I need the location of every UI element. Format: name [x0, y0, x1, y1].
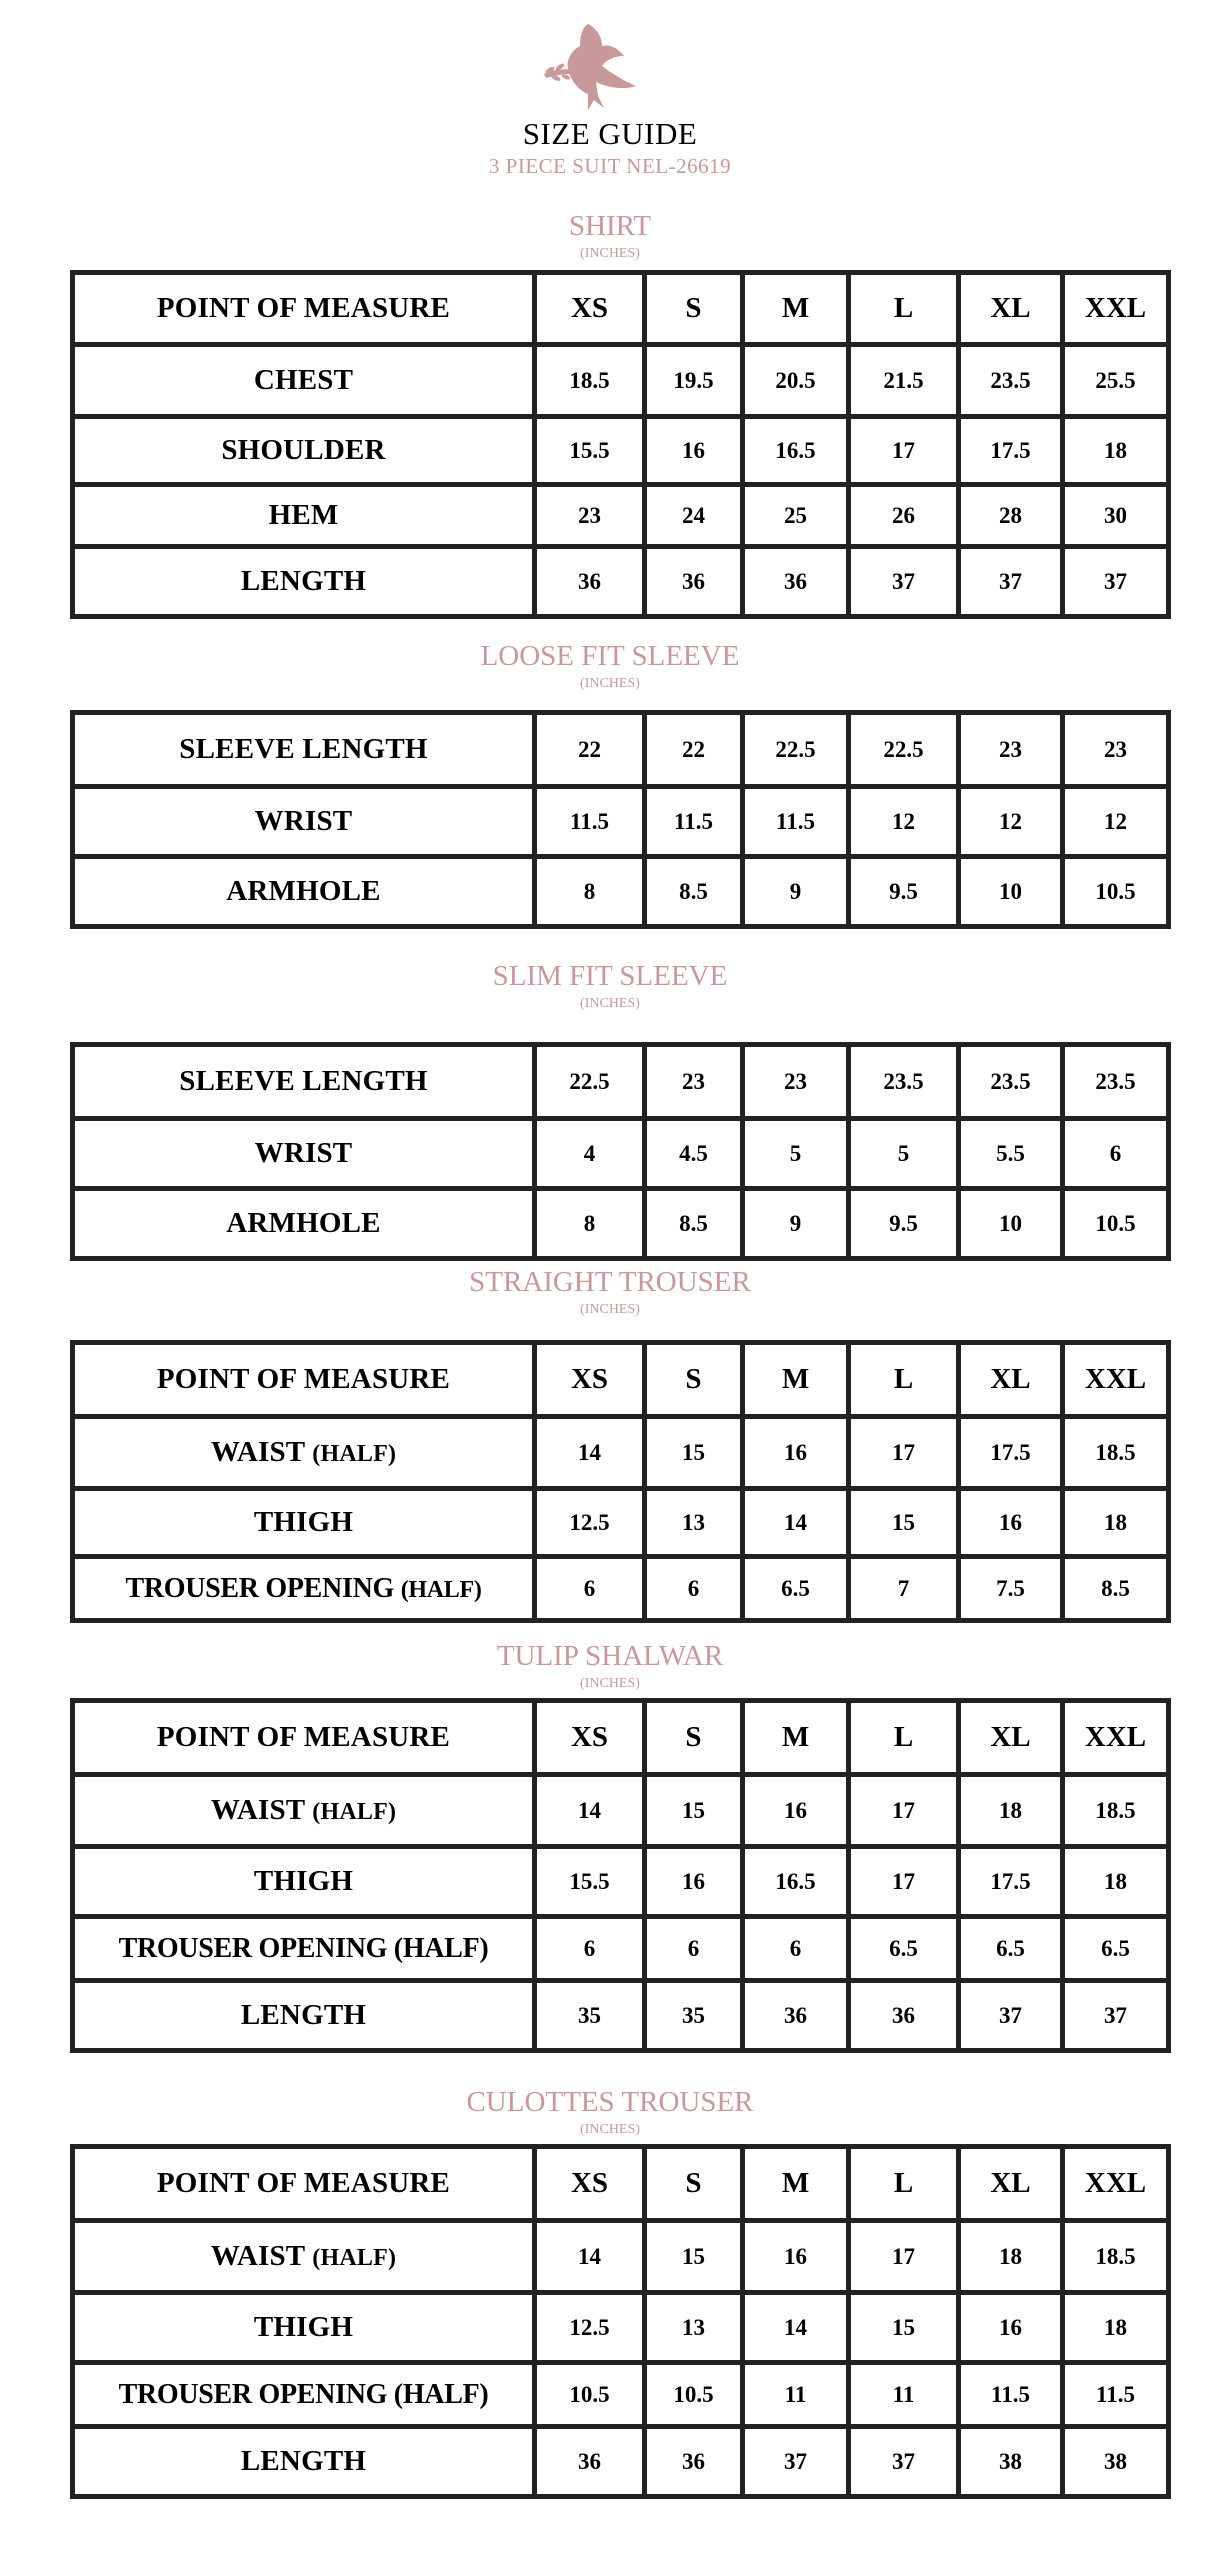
value-cell: 36 — [849, 1981, 959, 2051]
value-cell: 10 — [959, 857, 1063, 927]
value-cell: 37 — [959, 1981, 1063, 2051]
value-cell: 15 — [849, 1489, 959, 1557]
value-cell: 14 — [743, 1489, 849, 1557]
value-cell: 8.5 — [645, 1189, 743, 1259]
value-cell: 5 — [849, 1119, 959, 1189]
header-cell: S — [645, 2147, 743, 2221]
value-cell: 12 — [959, 787, 1063, 857]
value-cell: 6.5 — [959, 1917, 1063, 1981]
value-cell: 18 — [1063, 417, 1169, 485]
value-cell: 36 — [645, 2427, 743, 2497]
page-title: SIZE GUIDE — [522, 116, 698, 151]
row-label-text: WAIST — [210, 1436, 305, 1468]
value-cell: 18.5 — [1063, 1417, 1169, 1489]
value-cell: 9.5 — [849, 857, 959, 927]
row-label-note: (HALF) — [312, 1441, 397, 1467]
header-cell: L — [849, 1701, 959, 1775]
row-label — [73, 1417, 535, 1489]
row-label-note: (HALF) — [312, 1799, 397, 1825]
value-cell: 19.5 — [645, 345, 743, 417]
value-cell: 18 — [959, 1775, 1063, 1847]
value-cell: 38 — [1063, 2427, 1169, 2497]
slim-fit-sleeve-table — [70, 1042, 1171, 1261]
value-cell: 16 — [743, 1775, 849, 1847]
header-cell: XS — [535, 2147, 645, 2221]
value-cell: 12.5 — [535, 2293, 645, 2363]
header-cell: XL — [959, 2147, 1063, 2221]
value-cell: 14 — [535, 2221, 645, 2293]
value-cell: 37 — [743, 2427, 849, 2497]
header-cell: XL — [959, 273, 1063, 345]
header-cell: POINT OF MEASURE — [73, 1701, 535, 1775]
table-row — [73, 713, 1169, 787]
value-cell: 18 — [1063, 1489, 1169, 1557]
row-label: ARMHOLE — [73, 1189, 535, 1259]
value-cell: 37 — [849, 547, 959, 617]
value-cell: 15.5 — [535, 417, 645, 485]
table-row — [73, 1489, 1169, 1557]
value-cell: 16 — [959, 2293, 1063, 2363]
row-label: THIGH — [73, 1489, 535, 1557]
value-cell: 23.5 — [849, 1045, 959, 1119]
table-row — [73, 1917, 1169, 1981]
row-label: WRIST — [73, 1119, 535, 1189]
value-cell: 23.5 — [1063, 1045, 1169, 1119]
value-cell: 11 — [849, 2363, 959, 2427]
value-cell: 23.5 — [959, 345, 1063, 417]
row-label: LENGTH — [73, 1981, 535, 2051]
header-cell: L — [849, 273, 959, 345]
value-cell: 6.5 — [1063, 1917, 1169, 1981]
value-cell: 8 — [535, 1189, 645, 1259]
value-cell: 24 — [645, 485, 743, 547]
value-cell: 15 — [645, 1775, 743, 1847]
section-unit-shirt: (INCHES) — [580, 246, 640, 261]
value-cell: 17 — [849, 1847, 959, 1917]
value-cell: 23 — [959, 713, 1063, 787]
value-cell: 16.5 — [743, 1847, 849, 1917]
value-cell: 11.5 — [959, 2363, 1063, 2427]
value-cell: 36 — [743, 1981, 849, 2051]
value-cell: 12 — [1063, 787, 1169, 857]
row-label-text: TROUSER OPENING — [125, 1572, 394, 1604]
value-cell: 37 — [849, 2427, 959, 2497]
value-cell: 18 — [1063, 1847, 1169, 1917]
header-cell: L — [849, 1343, 959, 1417]
row-label — [73, 2221, 535, 2293]
table-row — [73, 857, 1169, 927]
value-cell: 13 — [645, 2293, 743, 2363]
table-row — [73, 1119, 1169, 1189]
value-cell: 7.5 — [959, 1557, 1063, 1621]
row-label: SLEEVE LENGTH — [73, 1045, 535, 1119]
value-cell: 20.5 — [743, 345, 849, 417]
value-cell: 18.5 — [535, 345, 645, 417]
header-cell: POINT OF MEASURE — [73, 273, 535, 345]
row-label: HEM — [73, 485, 535, 547]
row-label: TROUSER OPENING (HALF) — [73, 2363, 535, 2427]
header-cell: M — [743, 2147, 849, 2221]
section-title-loose-fit-sleeve: LOOSE FIT SLEEVE — [480, 640, 740, 672]
value-cell: 10.5 — [535, 2363, 645, 2427]
value-cell: 17.5 — [959, 417, 1063, 485]
tulip-shalwar-table — [70, 1698, 1171, 2053]
table-row — [73, 1189, 1169, 1259]
value-cell: 10.5 — [1063, 1189, 1169, 1259]
row-label: LENGTH — [73, 547, 535, 617]
value-cell: 15 — [645, 2221, 743, 2293]
value-cell: 18 — [1063, 2293, 1169, 2363]
header-cell: M — [743, 1701, 849, 1775]
product-subtitle: 3 PIECE SUIT NEL-26619 — [488, 154, 732, 178]
row-label-note: (HALF) — [312, 2245, 397, 2271]
header-cell: XS — [535, 273, 645, 345]
value-cell: 17.5 — [959, 1847, 1063, 1917]
header-cell: M — [743, 1343, 849, 1417]
loose-fit-sleeve-table — [70, 710, 1171, 929]
header-cell: POINT OF MEASURE — [73, 1343, 535, 1417]
value-cell: 6 — [535, 1917, 645, 1981]
straight-trouser-table — [70, 1340, 1171, 1623]
header-cell: XXL — [1063, 2147, 1169, 2221]
value-cell: 16 — [743, 1417, 849, 1489]
value-cell: 11.5 — [535, 787, 645, 857]
header-cell: XS — [535, 1343, 645, 1417]
value-cell: 23.5 — [959, 1045, 1063, 1119]
header-cell: XL — [959, 1701, 1063, 1775]
value-cell: 6 — [743, 1917, 849, 1981]
table-row — [73, 1847, 1169, 1917]
value-cell: 6 — [535, 1557, 645, 1621]
section-title-slim-fit-sleeve: SLIM FIT SLEEVE — [492, 960, 728, 992]
value-cell: 11.5 — [645, 787, 743, 857]
value-cell: 21.5 — [849, 345, 959, 417]
value-cell: 22 — [645, 713, 743, 787]
table-row — [73, 417, 1169, 485]
section-title-culottes-trouser: CULOTTES TROUSER — [466, 2086, 754, 2118]
value-cell: 16 — [959, 1489, 1063, 1557]
header-cell: S — [645, 1701, 743, 1775]
value-cell: 14 — [743, 2293, 849, 2363]
row-label-text: WAIST — [210, 2240, 305, 2272]
value-cell: 11.5 — [743, 787, 849, 857]
header-cell: XXL — [1063, 1701, 1169, 1775]
value-cell: 28 — [959, 485, 1063, 547]
row-label: SLEEVE LENGTH — [73, 713, 535, 787]
value-cell: 23 — [645, 1045, 743, 1119]
value-cell: 22 — [535, 713, 645, 787]
value-cell: 8 — [535, 857, 645, 927]
header-cell: XS — [535, 1701, 645, 1775]
row-label-text: WAIST — [210, 1794, 305, 1826]
value-cell: 35 — [645, 1981, 743, 2051]
section-title-shirt: SHIRT — [568, 210, 652, 242]
value-cell: 23 — [743, 1045, 849, 1119]
value-cell: 37 — [959, 547, 1063, 617]
value-cell: 36 — [535, 2427, 645, 2497]
table-row — [73, 1557, 1169, 1621]
header-cell: XL — [959, 1343, 1063, 1417]
value-cell: 14 — [535, 1775, 645, 1847]
row-label: THIGH — [73, 1847, 535, 1917]
header-cell: L — [849, 2147, 959, 2221]
row-label: ARMHOLE — [73, 857, 535, 927]
row-label: TROUSER OPENING (HALF) — [73, 1917, 535, 1981]
value-cell: 36 — [535, 547, 645, 617]
value-cell: 17 — [849, 2221, 959, 2293]
dove-logo-icon — [543, 22, 645, 122]
value-cell: 36 — [645, 547, 743, 617]
header-cell: S — [645, 273, 743, 345]
row-label: CHEST — [73, 345, 535, 417]
header-cell: XXL — [1063, 1343, 1169, 1417]
row-label: LENGTH — [73, 2427, 535, 2497]
value-cell: 12 — [849, 787, 959, 857]
value-cell: 6 — [645, 1557, 743, 1621]
table-row — [73, 2221, 1169, 2293]
table-row — [73, 1981, 1169, 2051]
value-cell: 11 — [743, 2363, 849, 2427]
table-row — [73, 1417, 1169, 1489]
value-cell: 22.5 — [535, 1045, 645, 1119]
value-cell: 17 — [849, 417, 959, 485]
value-cell: 14 — [535, 1417, 645, 1489]
table-row — [73, 547, 1169, 617]
value-cell: 38 — [959, 2427, 1063, 2497]
value-cell: 16 — [743, 2221, 849, 2293]
row-label: SHOULDER — [73, 417, 535, 485]
value-cell: 23 — [535, 485, 645, 547]
value-cell: 16.5 — [743, 417, 849, 485]
value-cell: 13 — [645, 1489, 743, 1557]
value-cell: 4 — [535, 1119, 645, 1189]
value-cell: 5 — [743, 1119, 849, 1189]
value-cell: 4.5 — [645, 1119, 743, 1189]
value-cell: 17 — [849, 1417, 959, 1489]
section-title-straight-trouser: STRAIGHT TROUSER — [469, 1266, 751, 1298]
value-cell: 25.5 — [1063, 345, 1169, 417]
value-cell: 17.5 — [959, 1417, 1063, 1489]
table-header-row — [73, 273, 1169, 345]
value-cell: 5.5 — [959, 1119, 1063, 1189]
row-label-note: (HALF) — [400, 1576, 482, 1603]
value-cell: 37 — [1063, 1981, 1169, 2051]
value-cell: 11.5 — [1063, 2363, 1169, 2427]
value-cell: 36 — [743, 547, 849, 617]
header-cell: S — [645, 1343, 743, 1417]
table-row — [73, 1045, 1169, 1119]
table-header-row — [73, 1701, 1169, 1775]
row-label — [73, 1557, 535, 1621]
value-cell: 35 — [535, 1981, 645, 2051]
value-cell: 23 — [1063, 713, 1169, 787]
value-cell: 9 — [743, 857, 849, 927]
table-row — [73, 787, 1169, 857]
table-row — [73, 2363, 1169, 2427]
value-cell: 12.5 — [535, 1489, 645, 1557]
value-cell: 8.5 — [1063, 1557, 1169, 1621]
section-title-tulip-shalwar: TULIP SHALWAR — [496, 1640, 724, 1672]
header-cell: M — [743, 273, 849, 345]
table-row — [73, 345, 1169, 417]
value-cell: 30 — [1063, 485, 1169, 547]
header-cell: POINT OF MEASURE — [73, 2147, 535, 2221]
value-cell: 16 — [645, 1847, 743, 1917]
value-cell: 15.5 — [535, 1847, 645, 1917]
value-cell: 18.5 — [1063, 2221, 1169, 2293]
table-row — [73, 1775, 1169, 1847]
section-unit-straight-trouser: (INCHES) — [580, 1302, 640, 1317]
value-cell: 10 — [959, 1189, 1063, 1259]
section-unit-loose-fit-sleeve: (INCHES) — [580, 676, 640, 691]
value-cell: 8.5 — [645, 857, 743, 927]
section-unit-tulip-shalwar: (INCHES) — [580, 1676, 640, 1691]
value-cell: 22.5 — [743, 713, 849, 787]
value-cell: 17 — [849, 1775, 959, 1847]
value-cell: 6.5 — [849, 1917, 959, 1981]
table-header-row — [73, 1343, 1169, 1417]
section-unit-culottes-trouser: (INCHES) — [580, 2122, 640, 2137]
value-cell: 26 — [849, 485, 959, 547]
value-cell: 15 — [849, 2293, 959, 2363]
culottes-trouser-table — [70, 2144, 1171, 2499]
value-cell: 9 — [743, 1189, 849, 1259]
table-header-row — [73, 2147, 1169, 2221]
row-label: THIGH — [73, 2293, 535, 2363]
table-row — [73, 2293, 1169, 2363]
value-cell: 6 — [1063, 1119, 1169, 1189]
shirt-size-table — [70, 270, 1171, 619]
value-cell: 37 — [1063, 547, 1169, 617]
value-cell: 15 — [645, 1417, 743, 1489]
value-cell: 25 — [743, 485, 849, 547]
value-cell: 18.5 — [1063, 1775, 1169, 1847]
value-cell: 6 — [645, 1917, 743, 1981]
value-cell: 22.5 — [849, 713, 959, 787]
row-label — [73, 1775, 535, 1847]
value-cell: 9.5 — [849, 1189, 959, 1259]
value-cell: 10.5 — [645, 2363, 743, 2427]
value-cell: 6.5 — [743, 1557, 849, 1621]
value-cell: 10.5 — [1063, 857, 1169, 927]
table-row — [73, 2427, 1169, 2497]
value-cell: 16 — [645, 417, 743, 485]
table-row — [73, 485, 1169, 547]
section-unit-slim-fit-sleeve: (INCHES) — [580, 996, 640, 1011]
value-cell: 7 — [849, 1557, 959, 1621]
row-label: WRIST — [73, 787, 535, 857]
header-cell: XXL — [1063, 273, 1169, 345]
value-cell: 18 — [959, 2221, 1063, 2293]
